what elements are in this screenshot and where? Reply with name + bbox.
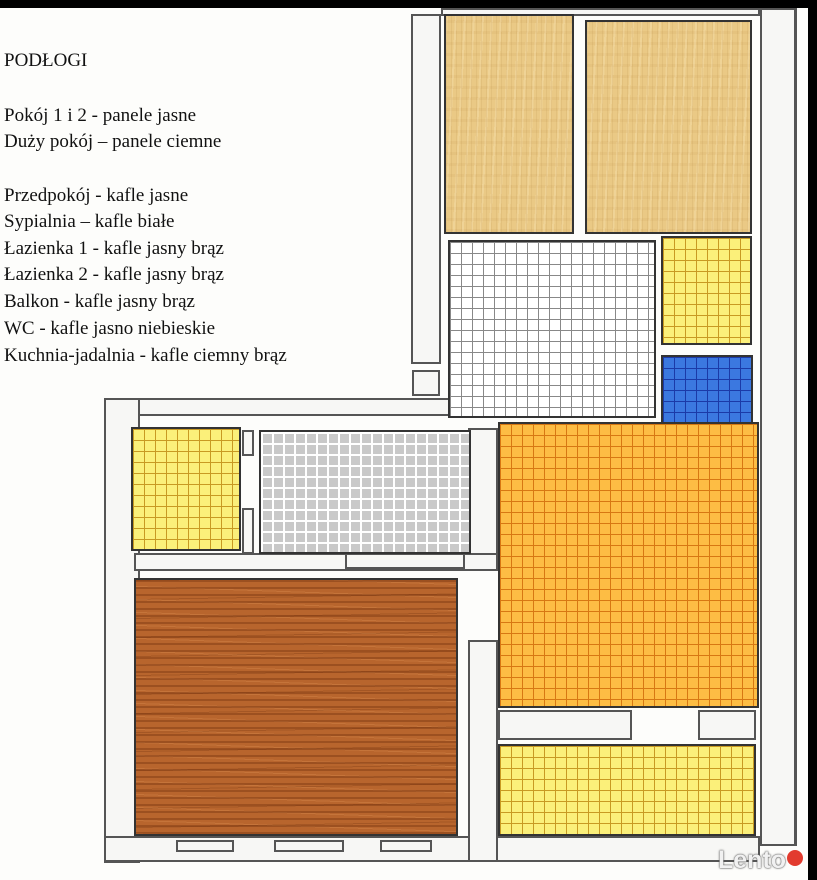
wall-stub-1 [242, 430, 254, 456]
legend-item-big-room: Duży pokój – panele ciemne [4, 131, 222, 152]
balcony-tiles [498, 744, 756, 836]
wall-pillar [412, 370, 440, 396]
watermark-text: Lento [718, 846, 787, 874]
legend-item-hallway: Przedpokój - kafle jasne [4, 185, 189, 206]
window-bottom-3 [380, 840, 432, 852]
legend-item-bedroom: Sypialnia – kafle białe [4, 211, 175, 232]
floor-plan-canvas [0, 8, 808, 880]
window-bottom-2 [274, 840, 344, 852]
legend-item-rooms-1-2: Pokój 1 i 2 - panele jasne [4, 105, 197, 126]
hallway-light-tiles [259, 430, 471, 554]
wall-stub-2 [242, 508, 254, 554]
legend-item-bathroom-1: Łazienka 1 - kafle jasny brąz [4, 238, 224, 259]
wall-kitchen-right [698, 710, 756, 740]
wall-inner-door [345, 553, 465, 569]
window-bottom-1 [176, 840, 234, 852]
outer-wall-edge [795, 8, 797, 846]
lento-watermark [718, 846, 803, 875]
kitchen-orange-tiles [498, 422, 759, 708]
outer-wall-right [760, 8, 796, 846]
bedroom-white-tiles [448, 240, 656, 418]
legend-item-balcony: Balkon - kafle jasny brąz [4, 291, 195, 312]
legend-item-bathroom-2: Łazienka 2 - kafle jasny brąz [4, 264, 224, 285]
wall-kitchen-left [498, 710, 632, 740]
room-1-light-panels [444, 14, 574, 234]
legend-item-kitchen: Kuchnia-jadalnia - kafle ciemny brąz [4, 345, 287, 366]
room-2-light-panels [585, 20, 752, 234]
wall-inner-vertical-upper [468, 428, 498, 566]
bathroom-2-tiles [131, 427, 241, 551]
legend-title: PODŁOGI [4, 50, 88, 71]
bathroom-1-tiles [661, 236, 752, 345]
legend-item-wc: WC - kafle jasno niebieskie [4, 318, 216, 339]
big-room-dark-panels [134, 578, 458, 836]
wall-upper-left [411, 14, 441, 364]
wall-lower-top [104, 398, 500, 416]
wall-inner-vertical-lower [468, 640, 498, 862]
watermark-dot-icon [787, 850, 803, 866]
